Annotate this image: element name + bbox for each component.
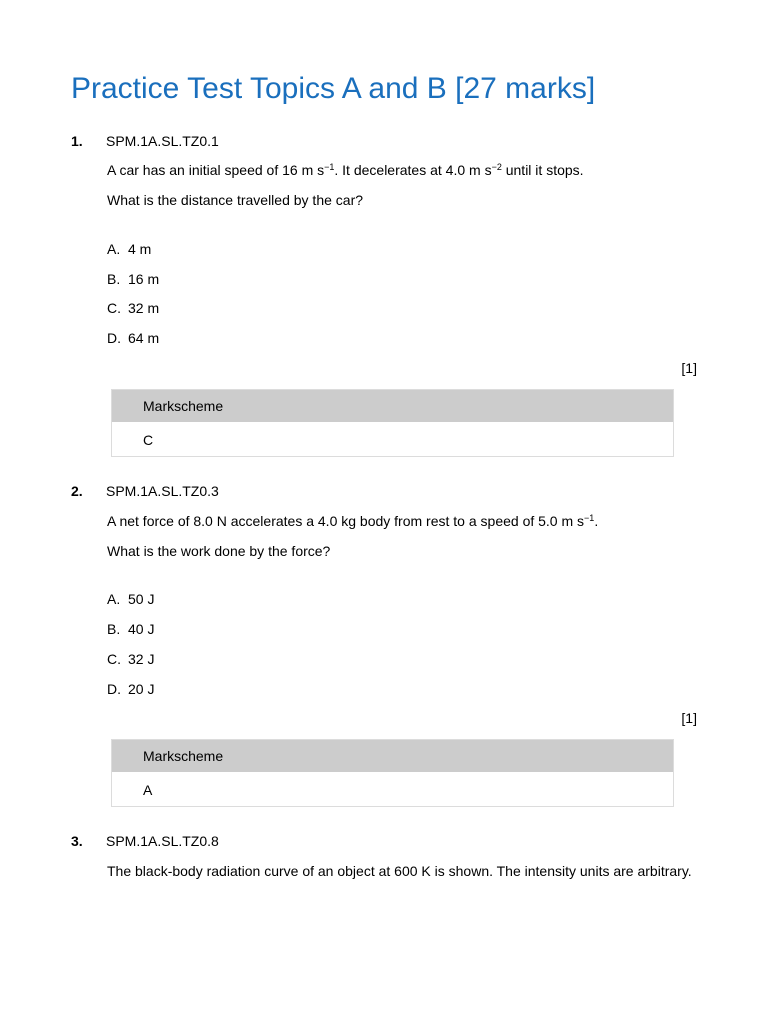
option-c: C. 32 m [107, 300, 160, 316]
question-number: 3. [71, 833, 83, 849]
option-b: B. 16 m [107, 271, 160, 287]
option-a: A. 50 J [107, 591, 155, 607]
question-prompt: What is the distance travelled by the car? [107, 192, 364, 208]
option-c: C. 32 J [107, 651, 155, 667]
question-stem: A net force of 8.0 N accelerates a 4.0 kg body from rest to a speed of 5.0 m $s^{-1}$. [107, 513, 599, 529]
markscheme-header: Markscheme [112, 740, 673, 772]
question-number: 2. [71, 483, 83, 499]
markscheme-answer: A [112, 772, 673, 806]
question-code: SPM.1A.SL.TZ0.8 [106, 833, 219, 849]
question-number: 1. [71, 133, 83, 149]
markscheme-answer: C [112, 422, 673, 456]
question-code: SPM.1A.SL.TZ0.1 [106, 133, 219, 149]
markscheme-box [111, 389, 674, 457]
option-d: D. 20 J [107, 681, 155, 697]
question-stem: A car has an initial speed of 16 m $s^{-1}$. It decelerates at 4.0 m $s^{-2}$ until it stops. [107, 162, 584, 178]
option-d: D. 64 m [107, 330, 160, 346]
option-b: B. 40 J [107, 621, 155, 637]
option-a: A. 4 m [107, 241, 152, 257]
markscheme-box [111, 739, 674, 807]
question-code: SPM.1A.SL.TZ0.3 [106, 483, 219, 499]
marks-value: [1] [681, 710, 697, 726]
question-stem: The black-body radiation curve of an object at 600 K is shown. The intensity units are arbitrary. [107, 863, 692, 879]
page-title: Practice Test Topics A and B [27 marks] [71, 72, 596, 105]
marks-value: [1] [681, 360, 697, 376]
markscheme-header: Markscheme [112, 390, 673, 422]
question-prompt: What is the work done by the force? [107, 543, 331, 559]
